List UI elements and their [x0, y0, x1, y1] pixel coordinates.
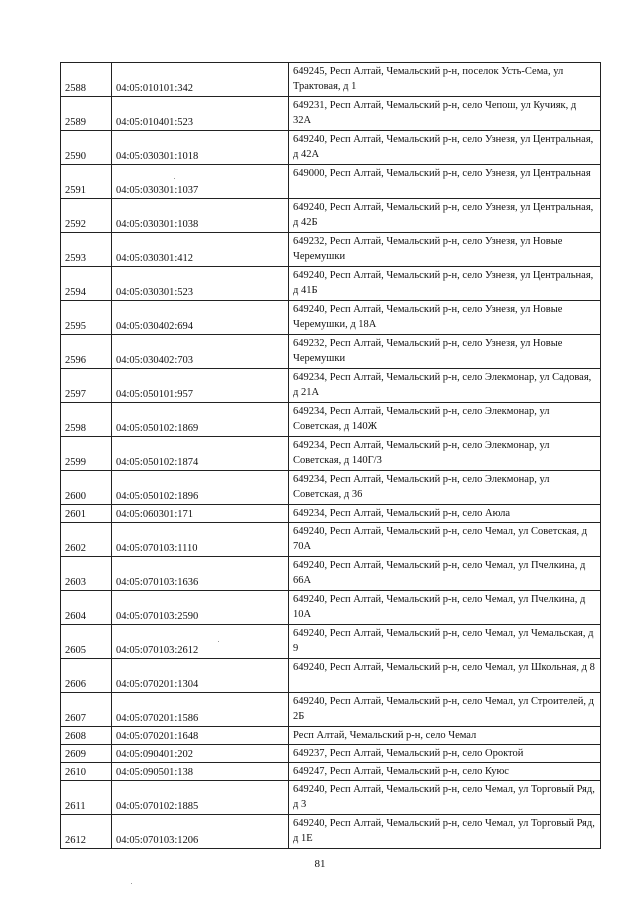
address: 649231, Респ Алтай, Чемальский р-н, село Чепош, ул Кучияк, д 32А	[289, 97, 601, 131]
table-row	[61, 781, 601, 815]
table-row	[61, 471, 601, 505]
row-number: 2599	[61, 437, 112, 471]
cadastral-number: 04:05:090401:202	[112, 745, 289, 763]
scan-speck	[131, 883, 132, 884]
row-number: 2593	[61, 233, 112, 267]
row-number: 2610	[61, 763, 112, 781]
address: 649234, Респ Алтай, Чемальский р-н, село Элекмонар, ул Советская, д 140Г/3	[289, 437, 601, 471]
table-row	[61, 763, 601, 781]
address: 649237, Респ Алтай, Чемальский р-н, село Ороктой	[289, 745, 601, 763]
row-number: 2612	[61, 815, 112, 849]
table-row	[61, 693, 601, 727]
cadastral-number: 04:05:070103:1110	[112, 523, 289, 557]
cadastral-number: 04:05:050102:1874	[112, 437, 289, 471]
table-row	[61, 557, 601, 591]
row-number: 2606	[61, 659, 112, 693]
row-number: 2609	[61, 745, 112, 763]
row-number: 2608	[61, 727, 112, 745]
cadastral-number: 04:05:070201:1648	[112, 727, 289, 745]
cadastral-number: 04:05:070103:1636	[112, 557, 289, 591]
table-row	[61, 745, 601, 763]
address: 649240, Респ Алтай, Чемальский р-н, село Чемал, ул Торговый Ряд, д 1Е	[289, 815, 601, 849]
cadastral-number: 04:05:070201:1586	[112, 693, 289, 727]
row-number: 2598	[61, 403, 112, 437]
cadastral-number: 04:05:030301:1037	[112, 165, 289, 199]
row-number: 2602	[61, 523, 112, 557]
address: 649234, Респ Алтай, Чемальский р-н, село Элекмонар, ул Советская, д 36	[289, 471, 601, 505]
table-row	[61, 199, 601, 233]
address: 649240, Респ Алтай, Чемальский р-н, село Узнезя, ул Центральная, д 42А	[289, 131, 601, 165]
cadastral-number: 04:05:070102:1885	[112, 781, 289, 815]
cadastral-number: 04:05:090501:138	[112, 763, 289, 781]
row-number: 2611	[61, 781, 112, 815]
address: 649240, Респ Алтай, Чемальский р-н, село Чемал, ул Советская, д 70А	[289, 523, 601, 557]
table-row	[61, 403, 601, 437]
row-number: 2589	[61, 97, 112, 131]
register-table-body	[61, 63, 601, 849]
table-row	[61, 233, 601, 267]
cadastral-number: 04:05:030402:694	[112, 301, 289, 335]
row-number: 2588	[61, 63, 112, 97]
address: 649247, Респ Алтай, Чемальский р-н, село Куюс	[289, 763, 601, 781]
row-number: 2590	[61, 131, 112, 165]
address: 649240, Респ Алтай, Чемальский р-н, село Чемал, ул Чемальская, д 9	[289, 625, 601, 659]
cadastral-number: 04:05:070103:2590	[112, 591, 289, 625]
table-row	[61, 727, 601, 745]
row-number: 2592	[61, 199, 112, 233]
row-number: 2595	[61, 301, 112, 335]
cadastral-number: 04:05:070103:2612	[112, 625, 289, 659]
table-row	[61, 659, 601, 693]
table-row	[61, 437, 601, 471]
row-number: 2597	[61, 369, 112, 403]
table-row	[61, 267, 601, 301]
table-row	[61, 63, 601, 97]
row-number: 2607	[61, 693, 112, 727]
page-number: 81	[314, 858, 326, 870]
address: 649240, Респ Алтай, Чемальский р-н, село Узнезя, ул Новые Черемушки, д 18А	[289, 301, 601, 335]
table-row	[61, 523, 601, 557]
row-number: 2594	[61, 267, 112, 301]
table-row	[61, 301, 601, 335]
table-row	[61, 165, 601, 199]
cadastral-number: 04:05:030301:1018	[112, 131, 289, 165]
address: 649240, Респ Алтай, Чемальский р-н, село Чемал, ул Торговый Ряд, д 3	[289, 781, 601, 815]
cadastral-number: 04:05:010101:342	[112, 63, 289, 97]
table-row	[61, 815, 601, 849]
cadastral-number: 04:05:030301:523	[112, 267, 289, 301]
scan-speck	[174, 178, 175, 179]
row-number: 2601	[61, 505, 112, 523]
address: 649000, Респ Алтай, Чемальский р-н, село Узнезя, ул Центральная	[289, 165, 601, 199]
table-row	[61, 625, 601, 659]
row-number: 2591	[61, 165, 112, 199]
address: 649240, Респ Алтай, Чемальский р-н, село Чемал, ул Пчелкина, д 10А	[289, 591, 601, 625]
address: 649245, Респ Алтай, Чемальский р-н, поселок Усть-Сема, ул Трактовая, д 1	[289, 63, 601, 97]
address: 649232, Респ Алтай, Чемальский р-н, село Узнезя, ул Новые Черемушки	[289, 335, 601, 369]
cadastral-number: 04:05:050101:957	[112, 369, 289, 403]
cadastral-number: 04:05:070103:1206	[112, 815, 289, 849]
cadastral-number: 04:05:050102:1896	[112, 471, 289, 505]
table-row	[61, 505, 601, 523]
row-number: 2605	[61, 625, 112, 659]
address: 649240, Респ Алтай, Чемальский р-н, село Чемал, ул Строителей, д 2Б	[289, 693, 601, 727]
cadastral-number: 04:05:030301:412	[112, 233, 289, 267]
address: 649234, Респ Алтай, Чемальский р-н, село Аюла	[289, 505, 601, 523]
address: Респ Алтай, Чемальский р-н, село Чемал	[289, 727, 601, 745]
cadastral-number: 04:05:030301:1038	[112, 199, 289, 233]
table-row	[61, 369, 601, 403]
address: 649232, Респ Алтай, Чемальский р-н, село Узнезя, ул Новые Черемушки	[289, 233, 601, 267]
table-row	[61, 97, 601, 131]
cadastral-number: 04:05:070201:1304	[112, 659, 289, 693]
row-number: 2596	[61, 335, 112, 369]
address: 649240, Респ Алтай, Чемальский р-н, село Узнезя, ул Центральная, д 42Б	[289, 199, 601, 233]
cadastral-number: 04:05:030402:703	[112, 335, 289, 369]
address: 649234, Респ Алтай, Чемальский р-н, село Элекмонар, ул Советская, д 140Ж	[289, 403, 601, 437]
address: 649234, Респ Алтай, Чемальский р-н, село Элекмонар, ул Садовая, д 21А	[289, 369, 601, 403]
table-row	[61, 131, 601, 165]
row-number: 2600	[61, 471, 112, 505]
table-row	[61, 335, 601, 369]
property-register-table	[60, 62, 601, 849]
row-number: 2604	[61, 591, 112, 625]
cadastral-number: 04:05:010401:523	[112, 97, 289, 131]
table-row	[61, 591, 601, 625]
address: 649240, Респ Алтай, Чемальский р-н, село Чемал, ул Школьная, д 8	[289, 659, 601, 693]
address: 649240, Респ Алтай, Чемальский р-н, село Чемал, ул Пчелкина, д 66А	[289, 557, 601, 591]
cadastral-number: 04:05:050102:1869	[112, 403, 289, 437]
scan-speck	[218, 641, 219, 642]
cadastral-number: 04:05:060301:171	[112, 505, 289, 523]
row-number: 2603	[61, 557, 112, 591]
address: 649240, Респ Алтай, Чемальский р-н, село Узнезя, ул Центральная, д 41Б	[289, 267, 601, 301]
